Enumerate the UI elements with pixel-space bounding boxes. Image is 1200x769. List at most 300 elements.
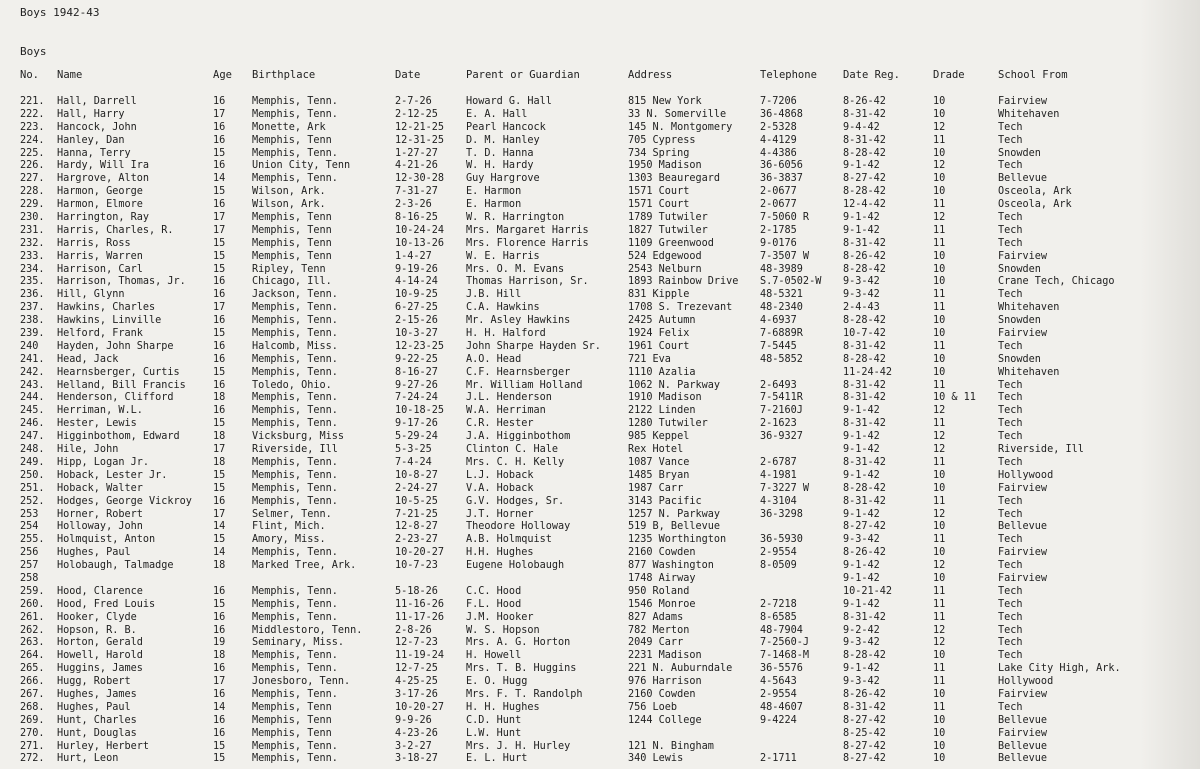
parent-guardian: Mrs. F. T. Randolph — [466, 688, 583, 700]
address: 1110 Azalia — [628, 366, 696, 378]
birthplace: Memphis, Tenn — [252, 237, 332, 249]
grade: 10 — [933, 366, 946, 378]
birth-date: 12-30-28 — [395, 173, 445, 185]
grade: 10 — [933, 740, 946, 752]
student-age: 15 — [213, 237, 226, 249]
school-from: Hollywood — [998, 676, 1054, 688]
date-registered: 9-3-42 — [843, 534, 880, 546]
school-from: Tech — [998, 405, 1023, 417]
address: 1961 Court — [628, 340, 690, 352]
student-name: Hile, John — [57, 444, 119, 456]
student-age: 15 — [213, 469, 226, 481]
date-registered: 8-28-42 — [843, 353, 886, 365]
school-from: Bellevue — [998, 173, 1048, 185]
birthplace: Halcomb, Miss. — [252, 340, 338, 352]
birth-date: 10-13-26 — [395, 237, 445, 249]
date-registered: 8-28-42 — [843, 263, 886, 275]
parent-guardian: Mrs. J. H. Hurley — [466, 740, 571, 752]
row-number: 247. — [20, 431, 45, 443]
row-number: 248. — [20, 444, 45, 456]
grade: 11 — [933, 134, 946, 146]
address: 1546 Monroe — [628, 598, 696, 610]
header-parent: Parent or Guardian — [466, 69, 580, 81]
birthplace: Memphis, Tenn. — [252, 147, 338, 159]
date-registered: 9-1-42 — [843, 160, 880, 172]
birthplace: Memphis, Tenn — [252, 714, 332, 726]
school-from: Lake City High, Ark. — [998, 663, 1121, 675]
birthplace: Memphis, Tenn — [252, 134, 332, 146]
grade: 10 — [933, 250, 946, 262]
birth-date: 9-9-26 — [395, 714, 432, 726]
birth-date: 11-16-26 — [395, 598, 445, 610]
parent-guardian: J.B. Hill — [466, 289, 522, 301]
birthplace: Memphis, Tenn. — [252, 547, 338, 559]
row-number: 230. — [20, 212, 45, 224]
school-from: Fairview — [998, 572, 1048, 584]
student-age: 16 — [213, 624, 226, 636]
student-age: 15 — [213, 186, 226, 198]
parent-guardian: C.F. Hearnsberger — [466, 366, 571, 378]
address: 734 Spring — [628, 147, 690, 159]
school-from: Tech — [998, 508, 1023, 520]
row-number: 237. — [20, 302, 45, 314]
grade: 11 — [933, 676, 946, 688]
date-registered: 8-31-42 — [843, 456, 886, 468]
telephone: 48-7904 — [760, 624, 803, 636]
student-age: 17 — [213, 444, 226, 456]
row-number: 268. — [20, 701, 45, 713]
page-edge-shadow — [1140, 0, 1200, 769]
table-row — [0, 599, 1200, 612]
row-number: 232. — [20, 237, 45, 249]
row-number: 264. — [20, 650, 45, 662]
student-age: 16 — [213, 405, 226, 417]
telephone: 36-3837 — [760, 173, 803, 185]
telephone: 4-6937 — [760, 315, 797, 327]
parent-guardian: T. D. Hanna — [466, 147, 534, 159]
student-age: 15 — [213, 366, 226, 378]
table-row — [0, 405, 1200, 418]
parent-guardian: Mrs. C. H. Kelly — [466, 456, 565, 468]
student-age: 16 — [213, 96, 226, 107]
student-age: 19 — [213, 637, 226, 649]
student-name: Hester, Lewis — [57, 418, 137, 430]
grade: 12 — [933, 637, 946, 649]
student-name: Hurley, Herbert — [57, 740, 150, 752]
student-age: 16 — [213, 585, 226, 597]
birth-date: 4-14-24 — [395, 276, 438, 288]
header-age: Age — [213, 69, 232, 81]
table-row — [0, 650, 1200, 663]
student-name: Harris, Charles, R. — [57, 224, 174, 236]
student-age: 16 — [213, 199, 226, 211]
address: 1571 Court — [628, 186, 690, 198]
school-from: Osceola, Ark — [998, 186, 1072, 198]
student-age: 17 — [213, 676, 226, 688]
address: 1235 Worthington — [628, 534, 727, 546]
date-registered: 8-31-42 — [843, 392, 886, 404]
date-registered: 9-1-42 — [843, 508, 880, 520]
student-age: 16 — [213, 315, 226, 327]
grade: 10 — [933, 572, 946, 584]
parent-guardian: J.L. Henderson — [466, 392, 552, 404]
birthplace: Memphis, Tenn. — [252, 585, 338, 597]
telephone: 36-5576 — [760, 663, 803, 675]
row-number: 221. — [20, 96, 45, 107]
address: 2425 Autumn — [628, 315, 696, 327]
student-age: 17 — [213, 108, 226, 120]
school-from: Tech — [998, 560, 1023, 572]
student-age: 15 — [213, 534, 226, 546]
address: 976 Harrison — [628, 676, 702, 688]
telephone: S.7-0502-W — [760, 276, 822, 288]
address: 1893 Rainbow Drive — [628, 276, 739, 288]
student-age: 14 — [213, 701, 226, 713]
birthplace: Memphis, Tenn — [252, 224, 332, 236]
student-age: 15 — [213, 740, 226, 752]
school-from: Snowden — [998, 315, 1041, 327]
row-number: 265. — [20, 663, 45, 675]
student-name: Holmquist, Anton — [57, 534, 156, 546]
school-from: Fairview — [998, 328, 1048, 340]
student-name: Huggins, James — [57, 663, 143, 675]
row-number: 272. — [20, 753, 45, 765]
table-row — [0, 225, 1200, 238]
address: 1062 N. Parkway — [628, 379, 721, 391]
telephone: 9-4224 — [760, 714, 797, 726]
parent-guardian: C.A. Hawkins — [466, 302, 540, 314]
grade: 12 — [933, 121, 946, 133]
school-from: Tech — [998, 585, 1023, 597]
date-registered: 2-4-43 — [843, 302, 880, 314]
table-row — [0, 392, 1200, 405]
parent-guardian: H.H. Hughes — [466, 547, 534, 559]
parent-guardian: L.J. Hoback — [466, 469, 534, 481]
grade: 12 — [933, 624, 946, 636]
student-age: 16 — [213, 611, 226, 623]
grade: 12 — [933, 431, 946, 443]
row-number: 242. — [20, 366, 45, 378]
date-registered: 8-28-42 — [843, 315, 886, 327]
telephone: 2-9554 — [760, 688, 797, 700]
student-age: 16 — [213, 340, 226, 352]
student-age: 15 — [213, 263, 226, 275]
telephone: 7-3507 W — [760, 250, 810, 262]
student-name: Hoback, Walter — [57, 482, 143, 494]
birth-date: 10-5-25 — [395, 495, 438, 507]
grade: 11 — [933, 456, 946, 468]
school-from: Fairview — [998, 96, 1048, 107]
address: Rex Hotel — [628, 444, 684, 456]
address: 340 Lewis — [628, 753, 684, 765]
student-age: 18 — [213, 650, 226, 662]
table-row — [0, 160, 1200, 173]
birthplace: Memphis, Tenn. — [252, 96, 338, 107]
birth-date: 12-8-27 — [395, 521, 438, 533]
telephone: 7-2160J — [760, 405, 803, 417]
birthplace: Middlestoro, Tenn. — [252, 624, 363, 636]
student-name: Hurt, Leon — [57, 753, 119, 765]
grade: 10 — [933, 147, 946, 159]
table-row — [0, 122, 1200, 135]
birthplace: Memphis, Tenn. — [252, 173, 338, 185]
birthplace: Amory, Miss. — [252, 534, 326, 546]
telephone: 7-7206 — [760, 96, 797, 107]
school-from: Tech — [998, 650, 1023, 662]
student-name: Helland, Bill Francis — [57, 379, 186, 391]
telephone: 2-1623 — [760, 418, 797, 430]
address: 1987 Carr — [628, 482, 684, 494]
date-registered: 9-1-42 — [843, 431, 880, 443]
row-number: 257 — [20, 560, 39, 572]
birthplace: Toledo, Ohio. — [252, 379, 332, 391]
address: 145 N. Montgomery — [628, 121, 733, 133]
parent-guardian: John Sharpe Hayden Sr. — [466, 340, 601, 352]
birth-date: 12-21-25 — [395, 121, 445, 133]
school-from: Snowden — [998, 147, 1041, 159]
birthplace: Monette, Ark — [252, 121, 326, 133]
header-date: Date — [395, 69, 421, 81]
student-age: 16 — [213, 121, 226, 133]
parent-guardian: Howard G. Hall — [466, 96, 552, 107]
date-registered: 9-1-42 — [843, 405, 880, 417]
telephone: 36-9327 — [760, 431, 803, 443]
table-row — [0, 547, 1200, 560]
telephone: 2-1785 — [760, 224, 797, 236]
address: 1571 Court — [628, 199, 690, 211]
grade: 10 — [933, 714, 946, 726]
birthplace: Jonesboro, Tenn. — [252, 676, 351, 688]
birthplace: Wilson, Ark. — [252, 186, 326, 198]
student-name: Harrison, Thomas, Jr. — [57, 276, 186, 288]
birth-date: 2-7-26 — [395, 96, 432, 107]
student-age: 15 — [213, 482, 226, 494]
address: 1485 Bryan — [628, 469, 690, 481]
student-name: Hughes, James — [57, 688, 137, 700]
student-age: 15 — [213, 418, 226, 430]
address: 756 Loeb — [628, 701, 678, 713]
table-row — [0, 199, 1200, 212]
table-row — [0, 367, 1200, 380]
row-number: 223. — [20, 121, 45, 133]
telephone: 7-5060 R — [760, 212, 810, 224]
date-registered: 8-27-42 — [843, 173, 886, 185]
address: 877 Washington — [628, 560, 714, 572]
parent-guardian: H. H. Hughes — [466, 701, 540, 713]
school-from: Tech — [998, 624, 1023, 636]
student-name: Harris, Warren — [57, 250, 143, 262]
address: 1789 Tutwiler — [628, 212, 708, 224]
telephone: 7-6889R — [760, 328, 803, 340]
school-from: Tech — [998, 379, 1023, 391]
document-title: Boys 1942-43 — [20, 6, 100, 19]
birthplace: Memphis, Tenn. — [252, 688, 338, 700]
student-age: 16 — [213, 663, 226, 675]
grade: 12 — [933, 508, 946, 520]
address: 1827 Tutwiler — [628, 224, 708, 236]
grade: 10 — [933, 328, 946, 340]
grade: 11 — [933, 289, 946, 301]
student-name: Hawkins, Linville — [57, 315, 162, 327]
student-name: Hardy, Will Ira — [57, 160, 150, 172]
table-row — [0, 418, 1200, 431]
table-row — [0, 431, 1200, 444]
date-registered: 8-28-42 — [843, 186, 886, 198]
telephone: 4-5643 — [760, 676, 797, 688]
table-row — [0, 341, 1200, 354]
birthplace: Memphis, Tenn. — [252, 598, 338, 610]
parent-guardian: E. Harmon — [466, 199, 522, 211]
date-registered: 8-31-42 — [843, 108, 886, 120]
address: 2160 Cowden — [628, 688, 696, 700]
table-row — [0, 302, 1200, 315]
table-row — [0, 586, 1200, 599]
parent-guardian: J.T. Horner — [466, 508, 534, 520]
birth-date: 2-24-27 — [395, 482, 438, 494]
birthplace: Memphis, Tenn. — [252, 611, 338, 623]
birth-date: 2-23-27 — [395, 534, 438, 546]
student-name: Herriman, W.L. — [57, 405, 143, 417]
birth-date: 1-4-27 — [395, 250, 432, 262]
student-name: Hopson, R. B. — [57, 624, 137, 636]
row-number: 225. — [20, 147, 45, 159]
student-age: 15 — [213, 147, 226, 159]
parent-guardian: J.A. Higginbothom — [466, 431, 571, 443]
school-from: Tech — [998, 134, 1023, 146]
parent-guardian: E. Harmon — [466, 186, 522, 198]
address: 1910 Madison — [628, 392, 702, 404]
date-registered: 9-1-42 — [843, 598, 880, 610]
table-row — [0, 173, 1200, 186]
birth-date: 8-16-27 — [395, 366, 438, 378]
parent-guardian: Mr. William Holland — [466, 379, 583, 391]
birthplace: Memphis, Tenn. — [252, 663, 338, 675]
table-row — [0, 315, 1200, 328]
date-registered: 9-3-42 — [843, 676, 880, 688]
date-registered: 10-21-42 — [843, 585, 893, 597]
birth-date: 10-20-27 — [395, 547, 445, 559]
student-name: Hargrove, Alton — [57, 173, 150, 185]
date-registered: 8-27-42 — [843, 753, 886, 765]
grade: 10 — [933, 276, 946, 288]
student-name: Harris, Ross — [57, 237, 131, 249]
student-age: 16 — [213, 495, 226, 507]
birth-date: 10-24-24 — [395, 224, 445, 236]
student-age: 14 — [213, 547, 226, 559]
address: 3143 Pacific — [628, 495, 702, 507]
grade: 10 — [933, 173, 946, 185]
birthplace: Memphis, Tenn. — [252, 495, 338, 507]
parent-guardian: H. H. Halford — [466, 328, 546, 340]
student-age: 15 — [213, 250, 226, 262]
birth-date: 4-21-26 — [395, 160, 438, 172]
birthplace: Jackson, Tenn. — [252, 289, 338, 301]
address: 1244 College — [628, 714, 702, 726]
school-from: Tech — [998, 212, 1023, 224]
telephone: 9-0176 — [760, 237, 797, 249]
address: 1087 Vance — [628, 456, 690, 468]
student-name: Henderson, Clifford — [57, 392, 174, 404]
header-no: No. — [20, 69, 39, 81]
telephone: 48-2340 — [760, 302, 803, 314]
student-list — [0, 96, 1200, 766]
row-number: 231. — [20, 224, 45, 236]
student-name: Hughes, Paul — [57, 701, 131, 713]
table-row — [0, 96, 1200, 109]
school-from: Tech — [998, 637, 1023, 649]
row-number: 250. — [20, 469, 45, 481]
grade: 10 — [933, 186, 946, 198]
table-row — [0, 496, 1200, 509]
birth-date: 3-17-26 — [395, 688, 438, 700]
date-registered: 9-1-42 — [843, 224, 880, 236]
birthplace: Chicago, Ill. — [252, 276, 332, 288]
grade: 11 — [933, 379, 946, 391]
parent-guardian: Mrs. O. M. Evans — [466, 263, 565, 275]
parent-guardian: C.C. Hood — [466, 585, 522, 597]
student-age: 14 — [213, 521, 226, 533]
column-headers — [0, 69, 1200, 85]
student-name: Harmon, George — [57, 186, 143, 198]
student-name: Hanley, Dan — [57, 134, 125, 146]
birth-date: 7-4-24 — [395, 456, 432, 468]
student-name: Harrington, Ray — [57, 212, 150, 224]
table-row — [0, 212, 1200, 225]
student-name: Hood, Fred Louis — [57, 598, 156, 610]
date-registered: 8-31-42 — [843, 418, 886, 430]
grade: 11 — [933, 534, 946, 546]
birth-date: 2-12-25 — [395, 108, 438, 120]
school-from: Tech — [998, 237, 1023, 249]
student-name: Hooker, Clyde — [57, 611, 137, 623]
student-age: 18 — [213, 456, 226, 468]
grade: 12 — [933, 212, 946, 224]
school-from: Tech — [998, 121, 1023, 133]
date-registered: 8-27-42 — [843, 740, 886, 752]
address: 1109 Greenwood — [628, 237, 714, 249]
table-row — [0, 534, 1200, 547]
grade: 12 — [933, 444, 946, 456]
school-from: Tech — [998, 495, 1023, 507]
row-number: 229. — [20, 199, 45, 211]
table-row — [0, 689, 1200, 702]
birth-date: 12-7-23 — [395, 637, 438, 649]
birthplace: Vicksburg, Miss — [252, 431, 345, 443]
row-number: 270. — [20, 727, 45, 739]
parent-guardian: W. E. Harris — [466, 250, 540, 262]
student-age: 16 — [213, 714, 226, 726]
row-number: 246. — [20, 418, 45, 430]
parent-guardian: E. L. Hurt — [466, 753, 528, 765]
date-registered: 8-31-42 — [843, 340, 886, 352]
row-number: 259. — [20, 585, 45, 597]
parent-guardian: Guy Hargrove — [466, 173, 540, 185]
grade: 10 — [933, 547, 946, 559]
table-row — [0, 328, 1200, 341]
date-registered: 9-1-42 — [843, 469, 880, 481]
birth-date: 7-21-25 — [395, 508, 438, 520]
parent-guardian: V.A. Hoback — [466, 482, 534, 494]
table-row — [0, 354, 1200, 367]
address: 1708 S. Trezevant — [628, 302, 733, 314]
birthplace: Memphis, Tenn — [252, 212, 332, 224]
address: 1924 Felix — [628, 328, 690, 340]
student-name: Horton, Gerald — [57, 637, 143, 649]
school-from: Tech — [998, 418, 1023, 430]
birthplace: Memphis, Tenn. — [252, 405, 338, 417]
telephone: 8-6585 — [760, 611, 797, 623]
birthplace: Memphis, Tenn. — [252, 650, 338, 662]
